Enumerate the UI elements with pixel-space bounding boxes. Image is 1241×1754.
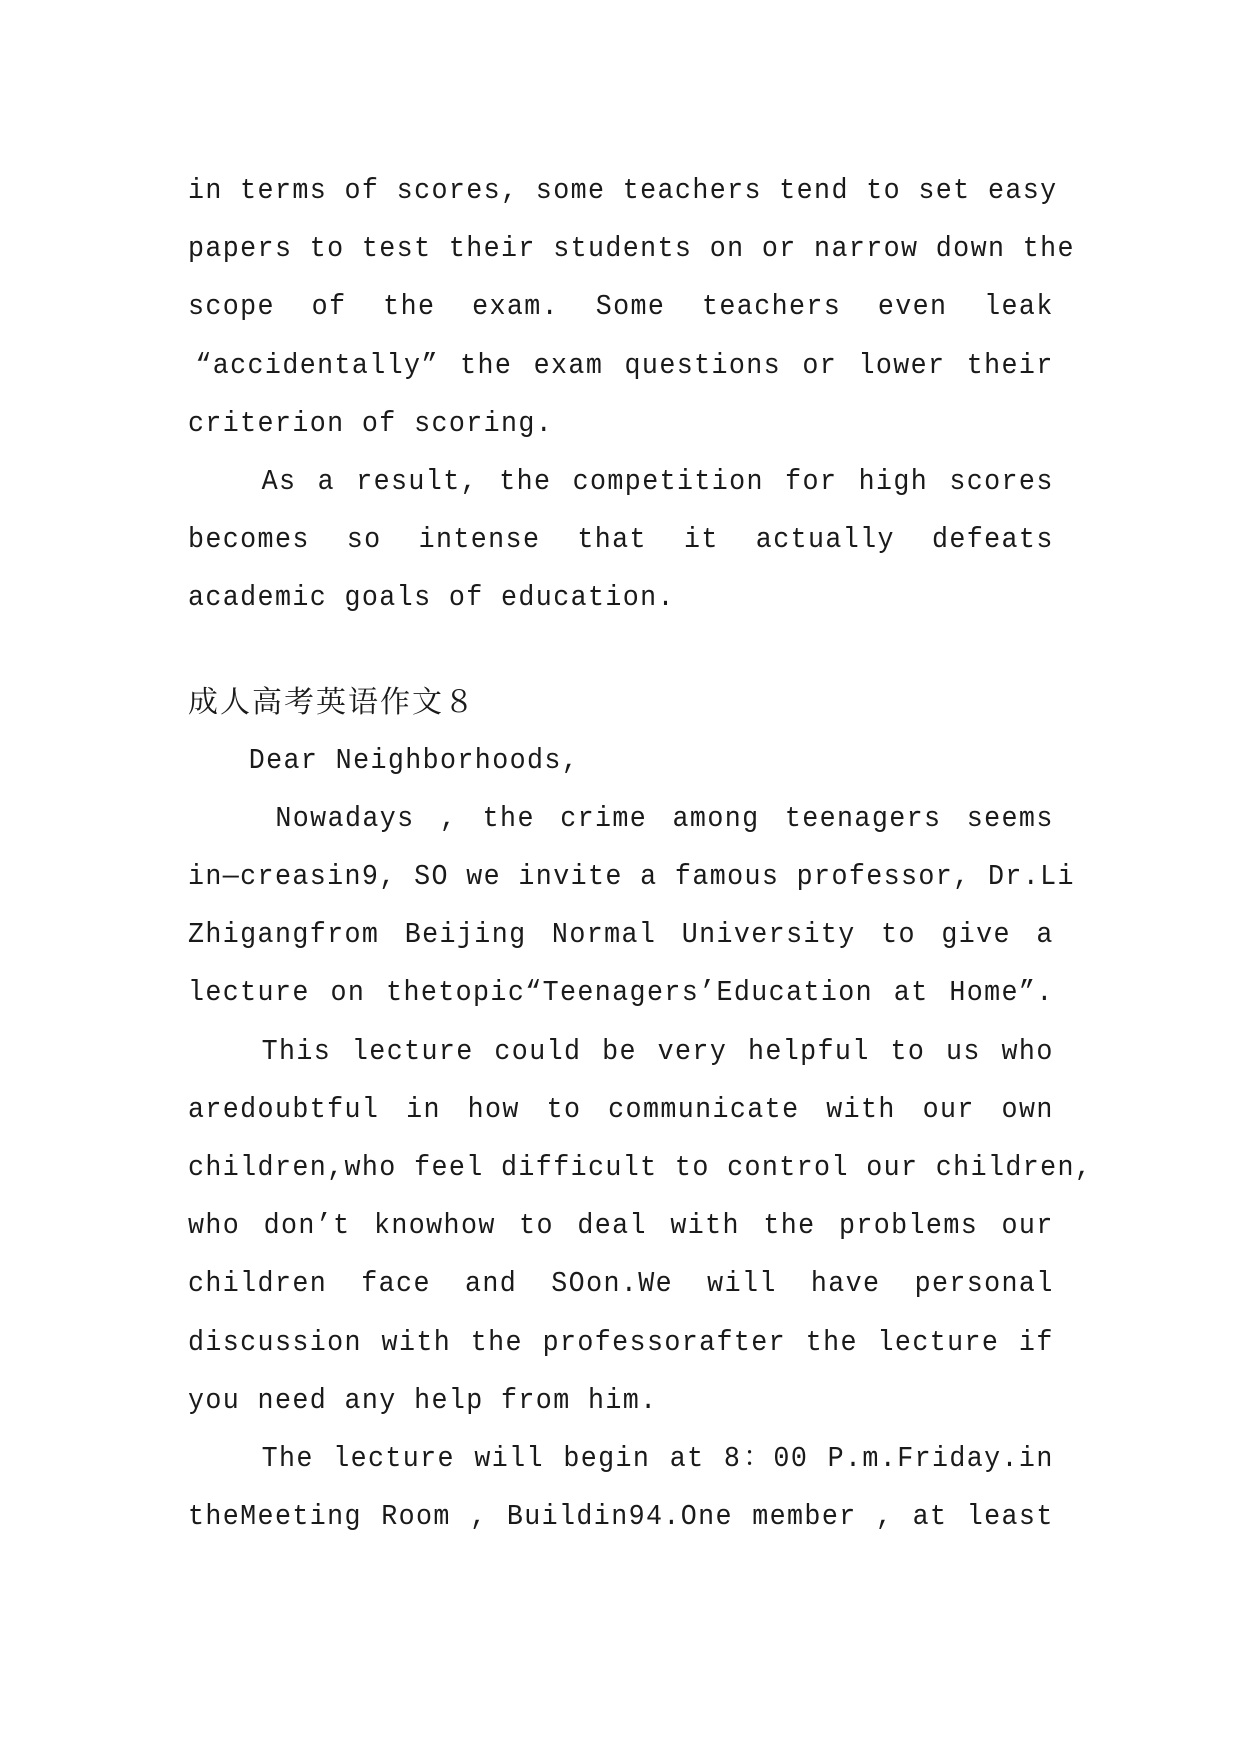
text-line: discussion with the professorafter the lecture if [188,1325,1054,1359]
text-line: becomes so intense that it actually defeats [188,523,1054,557]
text-line: academic goals of education. [188,581,675,615]
text-line: This lecture could be very helpful to us who [261,1034,1054,1068]
text-line: Zhigangfrom Beijing Normal University to give a [188,918,1054,952]
text-line: As a result, the competition for high scores [261,464,1054,498]
text-line: theMeeting Room , Buildin94.One member , at least [188,1500,1054,1534]
section-gap [188,628,1054,674]
text-line: Nowadays , the crime among teenagers seems [275,801,1054,835]
paragraph-result [188,453,1054,628]
text-line: papers to test their students on or narrow down the [188,232,1075,266]
text-line: scope of the exam. Some teachers even leak [188,290,1054,324]
text-line: criterion of scoring. [188,406,554,440]
salutation: Dear Neighborhoods, [248,743,580,777]
section-heading: 成人高考英语作文８ [188,684,476,720]
text-line: “accidentally” the exam questions or lower their [195,348,1054,382]
text-line: children,who feel difficult to control our children, [188,1151,1093,1184]
document-body [188,162,1093,1546]
text-line: children face and SOon.We will have personal [188,1267,1054,1301]
text-line: you need any help from him. [188,1383,658,1417]
text-line: The lecture will begin at 8：00 P.m.Friday.in [261,1441,1054,1475]
paragraph-invitation [188,790,1075,1023]
text-line: in terms of scores, some teachers tend to set easy [188,174,1058,207]
paragraph-scores [188,162,1075,453]
text-line: who don’t knowhow to deal with the problems our [188,1209,1054,1243]
text-line: aredoubtful in how to communicate with our own [188,1092,1054,1126]
text-line: lecture on thetopic“Teenagers’Education at Home”. [188,976,1054,1010]
paragraph-schedule [188,1430,1054,1546]
paragraph-helpful [188,1023,1093,1430]
text-line: in—creasin9, SO we invite a famous professor, Dr.Li [188,860,1075,894]
